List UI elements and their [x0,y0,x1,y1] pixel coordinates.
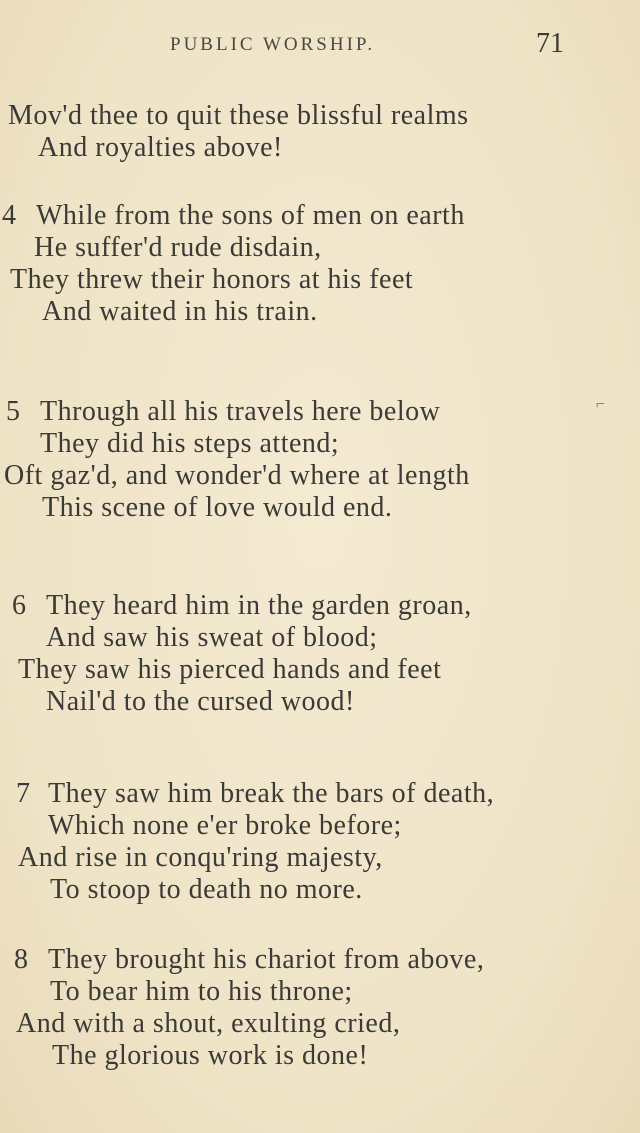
verse-line: They saw his pierced hands and feet [18,654,442,685]
verse-line: And with a shout, exulting cried, [16,1008,401,1039]
stanza-number: 7 [16,778,30,809]
verse-line: To stoop to death no more. [50,874,363,905]
verse-line: While from the sons of men on earth [36,200,465,231]
verse-line: And royalties above! [38,132,283,163]
stanza-number: 5 [6,396,20,427]
stanza-number: 4 [2,200,16,231]
verse-line: They threw their honors at his feet [10,264,414,295]
verse-line: They did his steps attend; [40,428,340,459]
verse-line: To bear him to his throne; [50,976,353,1007]
verse-line: Nail'd to the cursed wood! [46,686,355,717]
verse-line: Oft gaz'd, and wonder'd where at length [4,460,470,491]
running-head: PUBLIC WORSHIP. [170,34,376,55]
verse-line: And saw his sweat of blood; [46,622,378,653]
verse-line: The glorious work is done! [52,1040,369,1071]
verse-line: He suffer'd rude disdain, [34,232,322,263]
stanza-number: 6 [12,590,26,621]
verse-line: This scene of love would end. [42,492,393,523]
verse-line: They brought his chariot from above, [48,944,485,975]
verse-line: They saw him break the bars of death, [48,778,495,809]
stanza-number: 8 [14,944,28,975]
verse-line: Mov'd thee to quit these blissful realms [8,100,469,131]
page-number: 71 [536,28,564,59]
verse-line: Which none e'er broke before; [48,810,402,841]
verse-line: And rise in conqu'ring majesty, [18,842,383,873]
verse-line: And waited in his train. [42,296,318,327]
verse-line: Through all his travels here below [40,396,441,427]
page-header [0,28,640,64]
verse-line: They heard him in the garden groan, [46,590,472,621]
printer-mark: ⌐ [596,396,606,413]
